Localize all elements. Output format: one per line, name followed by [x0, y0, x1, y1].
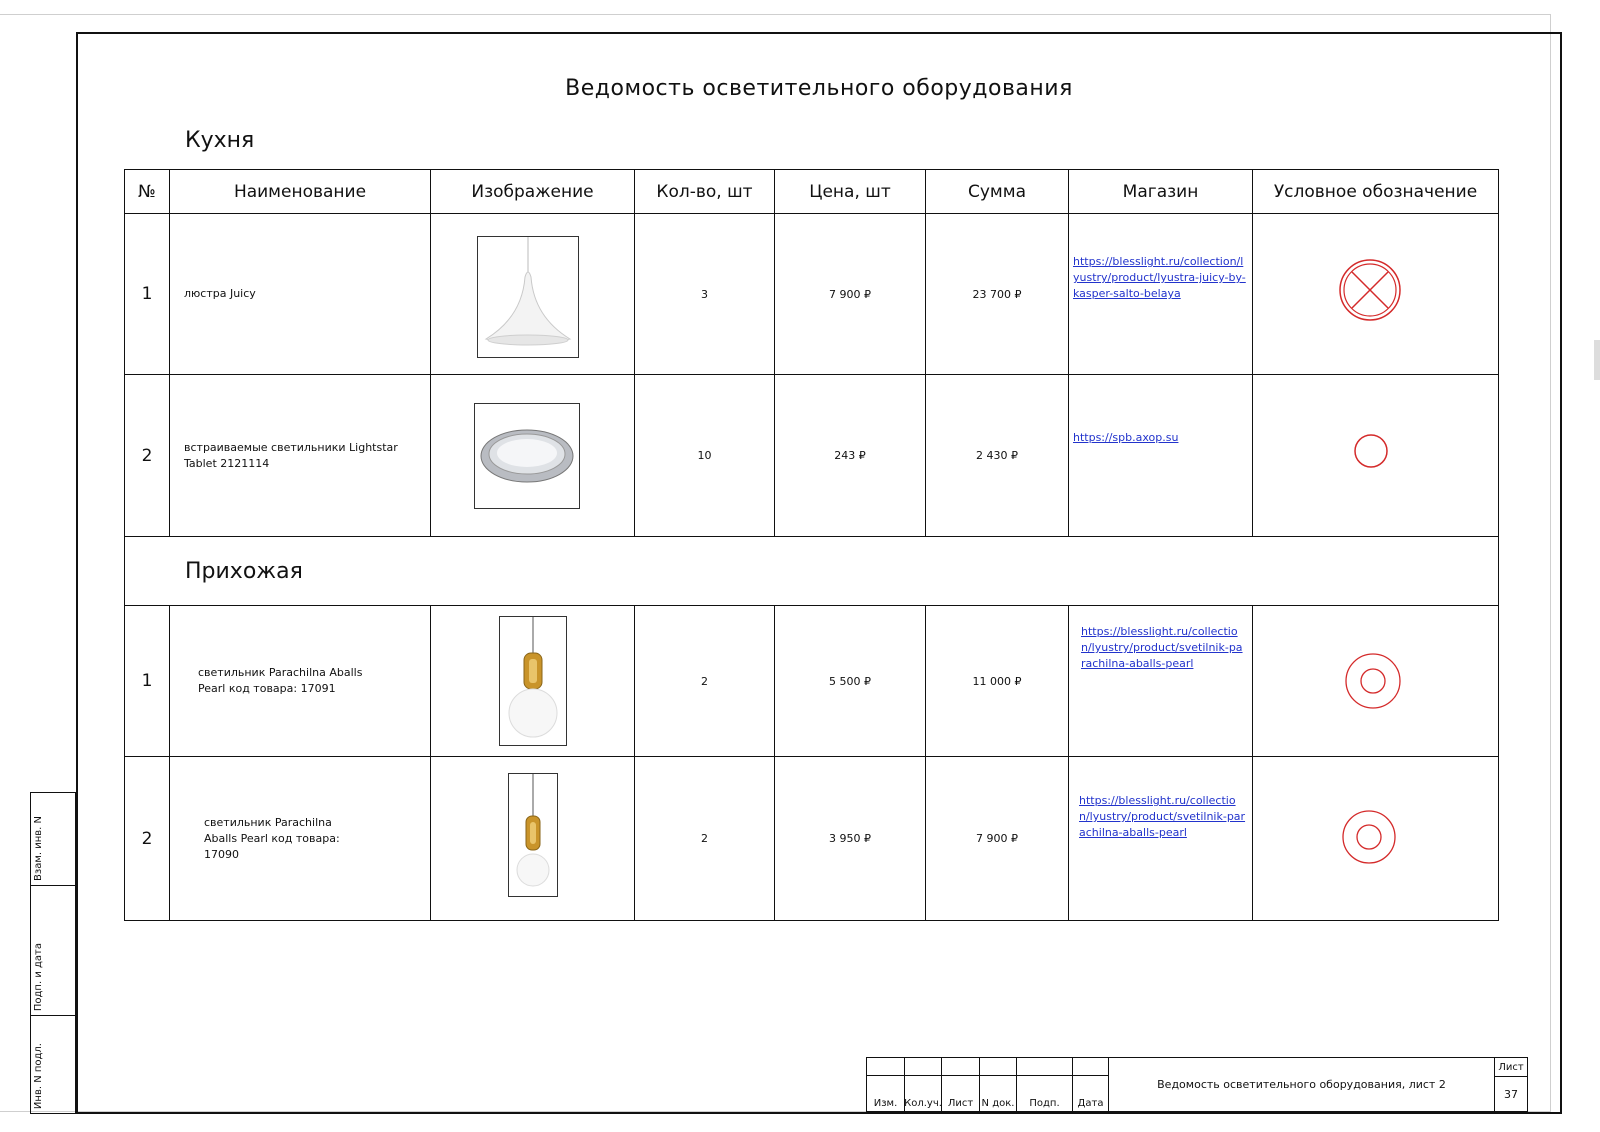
strip-cell [30, 1015, 76, 1114]
pendant-globe-image [508, 773, 558, 897]
item-sum: 23 700 ₽ [926, 214, 1069, 375]
double-circle-symbol-icon [1344, 652, 1402, 710]
item-image-cell [431, 606, 635, 757]
stamp-cell [866, 1057, 905, 1076]
strip-label: Инв. N подл. [33, 1042, 44, 1109]
side-tab [1594, 340, 1600, 380]
stamp-sheet-label: Лист [1494, 1057, 1528, 1077]
stamp-cell [1016, 1057, 1073, 1076]
double-circle-symbol-icon [1341, 809, 1397, 865]
globe-pendant-icon [509, 774, 557, 896]
strip-label: Подп. и дата [33, 942, 44, 1011]
lighting-schedule-table [124, 169, 1499, 921]
item-name: светильник Parachilna Aballs Pearl код товара: 17090 [170, 757, 431, 921]
symbol-cell [1253, 214, 1499, 375]
symbol-cell [1253, 757, 1499, 921]
header-cell-quantity: Кол-во, шт [635, 170, 775, 214]
title-block [866, 1057, 1528, 1112]
row-number: 1 [125, 606, 170, 757]
row-number: 2 [125, 375, 170, 537]
item-quantity: 2 [635, 606, 775, 757]
item-price: 5 500 ₽ [775, 606, 926, 757]
header-cell-name: Наименование [170, 170, 431, 214]
header-cell-image: Изображение [431, 170, 635, 214]
item-sum: 2 430 ₽ [926, 375, 1069, 537]
row-number: 2 [125, 757, 170, 921]
cone-pendant-icon [478, 237, 578, 357]
item-price: 3 950 ₽ [775, 757, 926, 921]
stamp-label-sheet: Лист [941, 1075, 980, 1112]
stamp-cell [941, 1057, 980, 1076]
item-name: люстра Juicy [170, 214, 431, 375]
item-sum: 7 900 ₽ [926, 757, 1069, 921]
stamp-label-doc-number: N док. [979, 1075, 1017, 1112]
globe-pendant-icon [500, 617, 566, 745]
stamp-label-count: Кол.уч. [904, 1075, 942, 1112]
item-image-cell [431, 375, 635, 537]
header-cell-symbol: Условное обозначение [1253, 170, 1499, 214]
pendant-globe-image [499, 616, 567, 746]
item-name: встраиваемые светильники Lightstar Tablet 2121114 [170, 375, 431, 537]
symbol-cell [1253, 606, 1499, 757]
item-sum: 11 000 ₽ [926, 606, 1069, 757]
stamp-label-change: Изм. [866, 1075, 905, 1112]
pendant-lamp-image [477, 236, 579, 358]
circle-cross-symbol-icon [1338, 258, 1402, 322]
item-price: 243 ₽ [775, 375, 926, 537]
circle-symbol-icon [1353, 433, 1389, 469]
header-cell-sum: Сумма [926, 170, 1069, 214]
shop-link[interactable]: https://spb.axop.su [1069, 375, 1253, 537]
item-name: светильник Parachilna Aballs Pearl код товара: 17091 [170, 606, 431, 757]
recessed-light-image [474, 403, 580, 509]
item-price: 7 900 ₽ [775, 214, 926, 375]
shop-link[interactable]: https://blesslight.ru/collection/lyustry/product/svetilnik-parachilna-aballs-pearl [1069, 606, 1253, 757]
header-cell-number: № [125, 170, 170, 214]
strip-cell [30, 792, 76, 886]
document-title: Ведомость осветительного оборудования [565, 76, 1073, 101]
item-image-cell [431, 214, 635, 375]
strip-cell [30, 885, 76, 1016]
item-image-cell [431, 757, 635, 921]
downlight-icon [475, 404, 579, 508]
stamp-cell [1072, 1057, 1109, 1076]
stamp-sheet-number: 37 [1494, 1076, 1528, 1112]
section-title-hallway: Прихожая [185, 559, 303, 584]
header-cell-price: Цена, шт [775, 170, 926, 214]
item-quantity: 3 [635, 214, 775, 375]
stamp-cell [904, 1057, 942, 1076]
shop-link[interactable]: https://blesslight.ru/collection/lyustry/product/lyustra-juicy-by-kasper-salto-belaya [1069, 214, 1253, 375]
row-number: 1 [125, 214, 170, 375]
item-quantity: 2 [635, 757, 775, 921]
header-cell-shop: Магазин [1069, 170, 1253, 214]
stamp-label-date: Дата [1072, 1075, 1109, 1112]
stamp-cell [979, 1057, 1017, 1076]
item-quantity: 10 [635, 375, 775, 537]
shop-link[interactable]: https://blesslight.ru/collection/lyustry/product/svetilnik-parachilna-aballs-pearl [1069, 757, 1253, 921]
left-strip [30, 792, 76, 1114]
section-title-kitchen: Кухня [185, 128, 255, 153]
stamp-label-signature: Подп. [1016, 1075, 1073, 1112]
stamp-description: Ведомость осветительного оборудования, лист 2 [1108, 1057, 1495, 1112]
symbol-cell [1253, 375, 1499, 537]
section-row-hallway [125, 537, 1499, 606]
strip-label: Взам. инв. N [33, 816, 44, 881]
